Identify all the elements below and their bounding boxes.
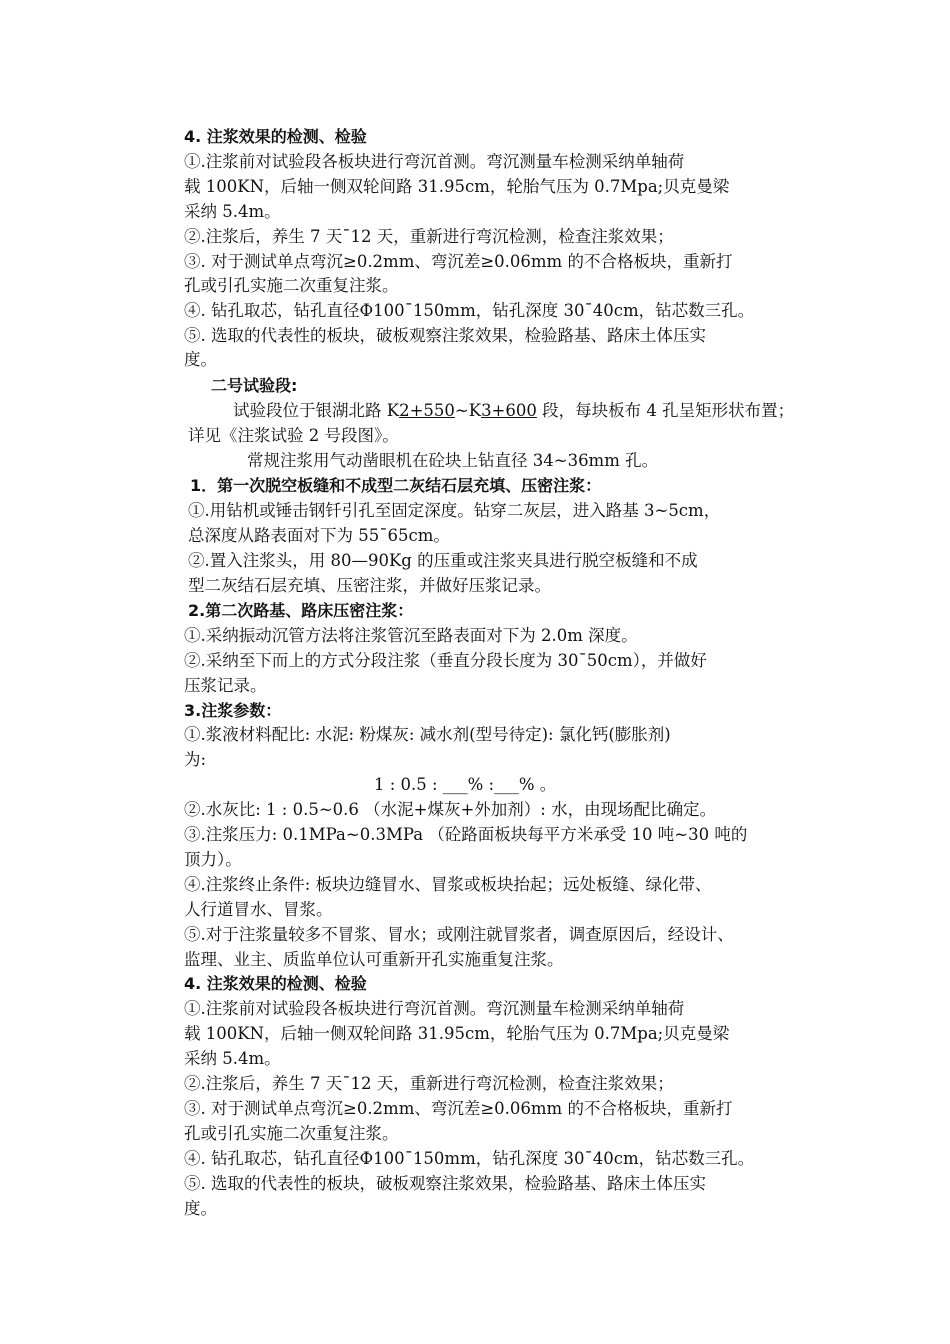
section-heading: 4. 注浆效果的检测、检验 [184,127,367,146]
ratio-line: 1 : 0.5 : ___% :___% 。 [374,775,557,794]
paragraph-line: 度。 [184,350,217,369]
paragraph-line: 详见《注浆试验 2 号段图》。 [188,426,399,445]
paragraph-line: ①.注浆前对试验段各板块进行弯沉首测。弯沉测量车检测采纳单轴荷 [184,152,685,171]
paragraph-line: 度。 [184,1199,217,1218]
paragraph-line: ①.注浆前对试验段各板块进行弯沉首测。弯沉测量车检测采纳单轴荷 [184,999,685,1018]
paragraph-line: ②.采纳至下而上的方式分段注浆（垂直分段长度为 30¯50cm），并做好 [184,651,707,670]
paragraph-line-location [233,399,794,422]
paragraph-line: ②.水灰比: 1 : 0.5~0.6 （水泥+煤灰+外加剂）: 水，由现场配比确定。 [184,800,717,819]
text-run: 试验段位于银湖北路 K [233,401,400,420]
paragraph-line: 孔或引孔实施二次重复注浆。 [184,276,399,295]
paragraph-line: 为: [184,750,207,769]
paragraph-line: ②.注浆后，养生 7 天¯12 天，重新进行弯沉检测，检查注浆效果； [184,227,674,246]
paragraph-line: 采纳 5.4m。 [184,202,281,221]
paragraph-line: ④.注浆终止条件: 板块边缝冒水、冒浆或板块抬起；远处板缝、绿化带、 [184,875,712,894]
paragraph-line: 压浆记录。 [184,676,267,695]
paragraph-line: ④. 钻孔取芯，钻孔直径Ф100¯150mm，钻孔深度 30¯40cm，钻芯数三孔。 [184,301,755,320]
section-heading: 4. 注浆效果的检测、检验 [184,974,367,993]
paragraph-line: ①.用钻机或锤击钢钎引孔至固定深度。钻穿二灰层，进入路基 3~5cm， [188,501,721,520]
section-heading: 2.第二次路基、路床压密注浆： [188,601,414,620]
paragraph-line: 总深度从路表面对下为 55¯65cm。 [188,526,450,545]
paragraph-line: 载 100KN，后轴一侧双轮间路 31.95cm，轮胎气压为 0.7Mpa;贝克曼梁 [184,1024,730,1043]
paragraph-line: ⑤. 选取的代表性的板块，破板观察注浆效果，检验路基、路床土体压实 [184,1174,706,1193]
section-heading: 3.注浆参数： [184,701,282,720]
paragraph-line: 孔或引孔实施二次重复注浆。 [184,1124,399,1143]
paragraph-line: 采纳 5.4m。 [184,1049,281,1068]
paragraph-line: 常规注浆用气动凿眼机在砼块上钻直径 34~36mm 孔。 [247,451,659,470]
paragraph-line: ③.注浆压力: 0.1MPa~0.3MPa （砼路面板块每平方米承受 10 吨~30 吨的 [184,825,748,844]
paragraph-line: ④. 钻孔取芯，钻孔直径Ф100¯150mm，钻孔深度 30¯40cm，钻芯数三孔。 [184,1149,755,1168]
underlined-station: 3+600 [481,401,537,420]
section-heading: 1．第一次脱空板缝和不成型二灰结石层充填、压密注浆： [190,476,602,495]
text-run: 段，每块板布 4 孔呈矩形状布置； [536,401,795,420]
paragraph-line: 载 100KN，后轴一侧双轮间路 31.95cm，轮胎气压为 0.7Mpa;贝克曼梁 [184,177,730,196]
paragraph-line: ①.浆液材料配比: 水泥: 粉煤灰: 减水剂(型号待定): 氯化钙(膨胀剂) [184,725,671,744]
paragraph-line: ①.采纳振动沉管方法将注浆管沉至路表面对下为 2.0m 深度。 [184,626,638,645]
text-run: ~K [454,401,482,420]
underlined-station: 2+550 [399,401,455,420]
paragraph-line: ③. 对于测试单点弯沉≥0.2mm、弯沉差≥0.06mm 的不合格板块，重新打 [184,1099,733,1118]
paragraph-line: 顶力）。 [184,850,242,869]
paragraph-line: ②.置入注浆头，用 80—90Kg 的压重或注浆夹具进行脱空板缝和不成 [188,551,698,570]
paragraph-line: ③. 对于测试单点弯沉≥0.2mm、弯沉差≥0.06mm 的不合格板块，重新打 [184,252,733,271]
paragraph-line: ②.注浆后，养生 7 天¯12 天，重新进行弯沉检测，检查注浆效果； [184,1074,674,1093]
paragraph-line: 人行道冒水、冒浆。 [184,900,333,919]
paragraph-line: ⑤.对于注浆量较多不冒浆、冒水；或刚注就冒浆者，调查原因后，经设计、 [184,925,734,944]
section-heading-test-section-2: 二号试验段: [211,376,298,395]
paragraph-line: 监理、业主、质监单位认可重新开孔实施重复注浆。 [184,950,564,969]
paragraph-line: 型二灰结石层充填、压密注浆，并做好压浆记录。 [188,576,551,595]
paragraph-line: ⑤. 选取的代表性的板块，破板观察注浆效果，检验路基、路床土体压实 [184,326,706,345]
